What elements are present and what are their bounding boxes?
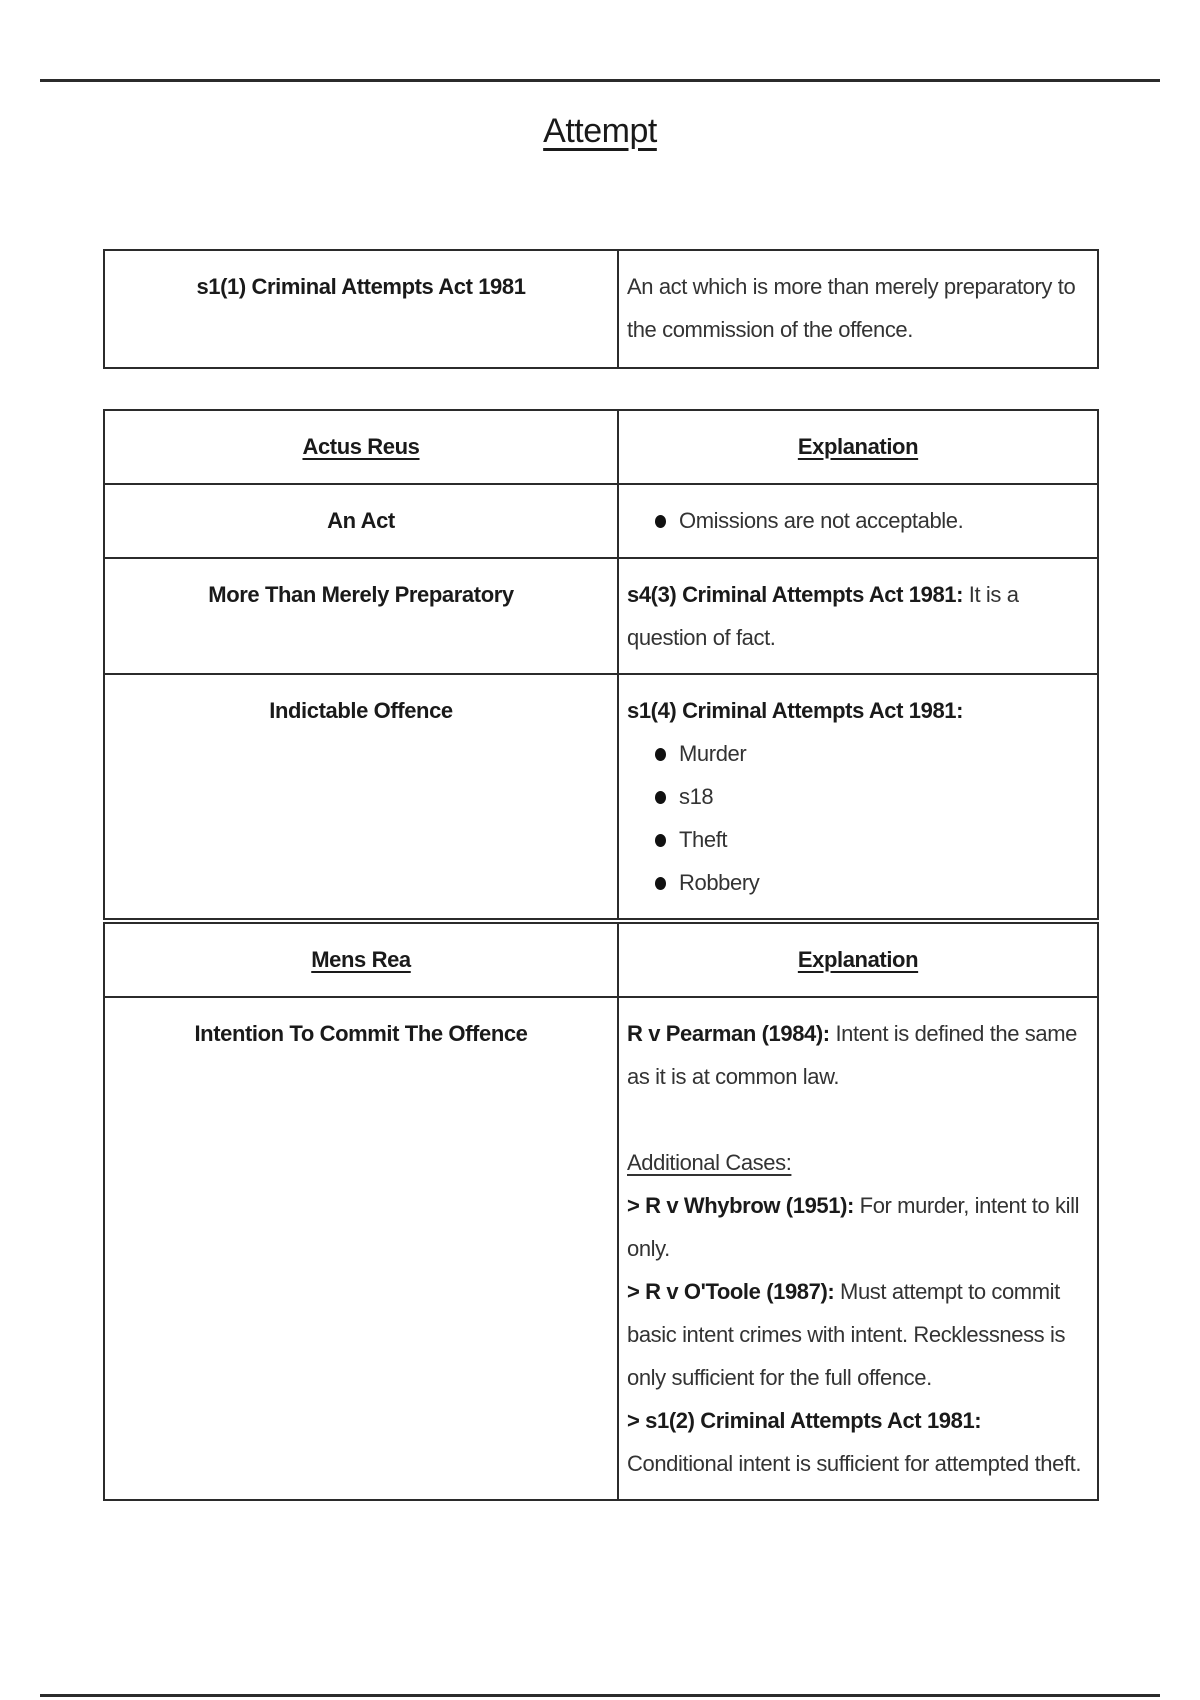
case-text: For murder, intent to kill only. bbox=[627, 1193, 1080, 1261]
case-text: Must attempt to commit basic intent crimes with intent. Recklessness is only sufficient for the full offence. bbox=[627, 1279, 1066, 1390]
list-item: s18 bbox=[655, 775, 1089, 818]
top-rule bbox=[40, 79, 1160, 82]
definition-label: s1(1) Criminal Attempts Act 1981 bbox=[104, 250, 618, 368]
row-label: An Act bbox=[104, 484, 618, 558]
list-item: Omissions are not acceptable. bbox=[655, 499, 1089, 542]
bottom-rule bbox=[40, 1694, 1160, 1697]
case-text: Intent is defined the same as it is at common law. bbox=[627, 1021, 1077, 1089]
definition-text: An act which is more than merely preparatory to the commission of the offence. bbox=[618, 250, 1098, 368]
additional-cases-heading: Additional Cases: bbox=[627, 1150, 792, 1175]
list-item: Murder bbox=[655, 732, 1089, 775]
list-item bbox=[627, 1184, 1089, 1270]
table-row bbox=[104, 997, 1098, 1500]
definition-row bbox=[104, 250, 1098, 368]
table-header-row bbox=[104, 410, 1098, 484]
table-row bbox=[104, 674, 1098, 919]
row-label: Indictable Offence bbox=[104, 674, 618, 919]
actus-reus-header: Actus Reus bbox=[302, 434, 420, 459]
table-row bbox=[104, 484, 1098, 558]
statute-reference: s1(4) Criminal Attempts Act 1981: bbox=[627, 698, 964, 723]
explanation-header: Explanation bbox=[797, 947, 919, 972]
case-name: R v Pearman (1984): bbox=[627, 1021, 830, 1046]
list-item bbox=[627, 1399, 1089, 1485]
row-label: More Than Merely Preparatory bbox=[104, 558, 618, 674]
case-text: Conditional intent is sufficient for attempted theft. bbox=[627, 1451, 1082, 1476]
statute-reference: s4(3) Criminal Attempts Act 1981: bbox=[627, 582, 964, 607]
list-item bbox=[627, 1270, 1089, 1399]
mens-rea-table bbox=[103, 922, 1099, 1501]
case-name: > s1(2) Criminal Attempts Act 1981: bbox=[627, 1408, 982, 1433]
list-item: Theft bbox=[655, 818, 1089, 861]
explanation-header: Explanation bbox=[797, 434, 919, 459]
table-row bbox=[104, 558, 1098, 674]
row-text: It is a question of fact. bbox=[627, 582, 1019, 650]
table-header-row bbox=[104, 923, 1098, 997]
list-item: Robbery bbox=[655, 861, 1089, 904]
definition-table bbox=[103, 249, 1099, 369]
lead-case bbox=[627, 1012, 1089, 1098]
bullet-list bbox=[627, 499, 1089, 542]
page-title: Attempt bbox=[543, 112, 657, 150]
bullet-list bbox=[627, 732, 1089, 904]
actus-reus-table bbox=[103, 409, 1099, 920]
row-label: Intention To Commit The Offence bbox=[104, 997, 618, 1500]
case-name: > R v Whybrow (1951): bbox=[627, 1193, 854, 1218]
mens-rea-header: Mens Rea bbox=[311, 947, 411, 972]
case-name: > R v O'Toole (1987): bbox=[627, 1279, 835, 1304]
